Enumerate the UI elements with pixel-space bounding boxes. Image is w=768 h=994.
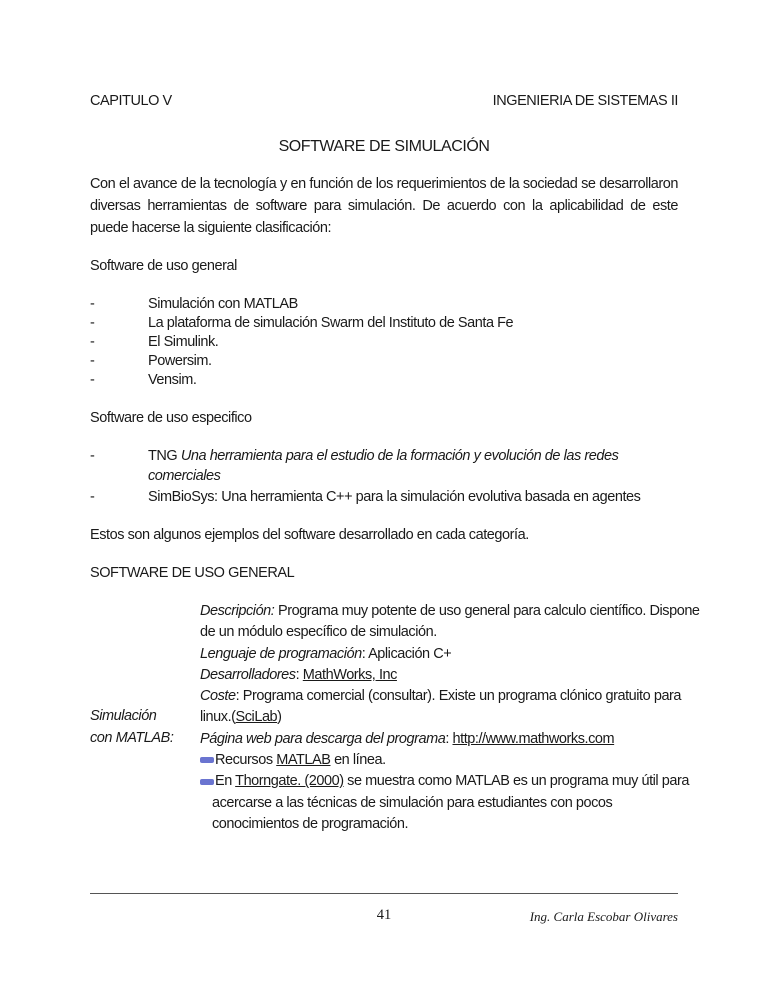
bullet-dash: - [90,315,95,331]
scilab-link[interactable]: SciLab [235,709,278,726]
section-heading: SOFTWARE DE USO GENERAL [90,565,295,581]
matlab-label: Simulación [90,708,157,724]
website-link[interactable]: http://www.mathworks.com [452,730,615,747]
arrow-bullet-icon [200,757,214,763]
bullet-dash: - [90,448,95,464]
cost-text: linux.( [200,709,236,726]
resources-text-end: en línea. [330,752,386,769]
list-item: Powersim. [148,353,212,369]
bullet-dash: - [90,489,95,505]
list-item: Simulación con MATLAB [148,296,298,312]
resources-line [200,750,700,771]
matlab-label-text: con MATLAB: [90,730,174,746]
tng-name: TNG [148,448,178,464]
matlab-label-2 [90,728,173,748]
thorngate-text: En [215,773,236,790]
intro-paragraph: Con el avance de la tecnología y en función de los requerimientos de la sociedad se desarrollaron diversas herramientas de software para simulación. De acuerdo con la aplicabilidad de este puede hacerse la siguiente clasificación: [90,176,678,236]
arrow-bullet-icon [200,779,214,785]
thorngate-link[interactable]: Thorngate. (2000) [235,773,344,790]
language-line [200,644,700,665]
header-course: INGENIERIA DE SISTEMAS II [492,93,678,109]
tng-description-cont: comerciales [148,468,221,484]
matlab-details [200,601,700,835]
bullet-dash: - [90,334,95,350]
thorngate-line-3: conocimientos de programación. [212,815,409,832]
matlab-resources-link[interactable]: MATLAB [276,752,331,769]
bullet-dash: - [90,353,95,369]
page-title: SOFTWARE DE SIMULACIÓN [278,138,490,155]
footer-divider [90,893,678,894]
specific-heading: Software de uso especifico [90,410,252,426]
general-heading: Software de uso general [90,258,237,274]
mathworks-link[interactable]: MathWorks, Inc [302,666,397,683]
developers-label: Desarrolladores [200,666,296,683]
description-line-2: de un módulo específico de simulación. [200,624,437,641]
bullet-dash: - [90,296,95,312]
page-number: 41 [376,907,392,923]
description-text: Programa muy potente de uso general para calculo científico. Dispone [274,603,700,619]
cost-text-end: ) [277,709,282,726]
separator: : [445,730,453,747]
cost-line-2 [200,707,700,728]
description-label: Descripción: [200,603,275,619]
language-label: Lenguaje de programación [200,645,362,662]
list-item: La plataforma de simulación Swarm del Instituto de Santa Fe [148,315,514,331]
tng-description: Una herramienta para el estudio de la formación y evolución de las redes [180,448,619,464]
description-line [200,601,700,622]
resources-text: Recursos [215,752,277,769]
web-line [200,729,700,750]
bullet-dash: - [90,372,95,388]
thorngate-text-end: se muestra como MATLAB es un programa muy útil para [343,773,690,790]
developers-line [200,665,700,686]
examples-text: Estos son algunos ejemplos del software desarrollado en cada categoría. [90,527,529,543]
cost-label: Coste [200,688,236,705]
footer-author: Ing. Carla Escobar Olivares [529,909,678,924]
cost-value: : Programa comercial (consultar). Existe un programa clónico gratuito para [235,688,682,705]
thorngate-line-2: acercarse a las técnicas de simulación para estudiantes con pocos [212,794,613,811]
web-label: Página web para descarga del programa [200,730,446,747]
list-item: Vensim. [148,372,197,388]
cost-line [200,686,700,707]
separator: : [295,666,303,683]
thorngate-line [200,771,700,792]
list-item: El Simulink. [148,334,219,350]
header-chapter: CAPITULO V [90,93,172,109]
list-item-tng [148,446,618,466]
language-value: : Aplicación C+ [361,645,452,662]
list-item-simbiosys: SimBioSys: Una herramienta C++ para la simulación evolutiva basada en agentes [148,489,641,505]
